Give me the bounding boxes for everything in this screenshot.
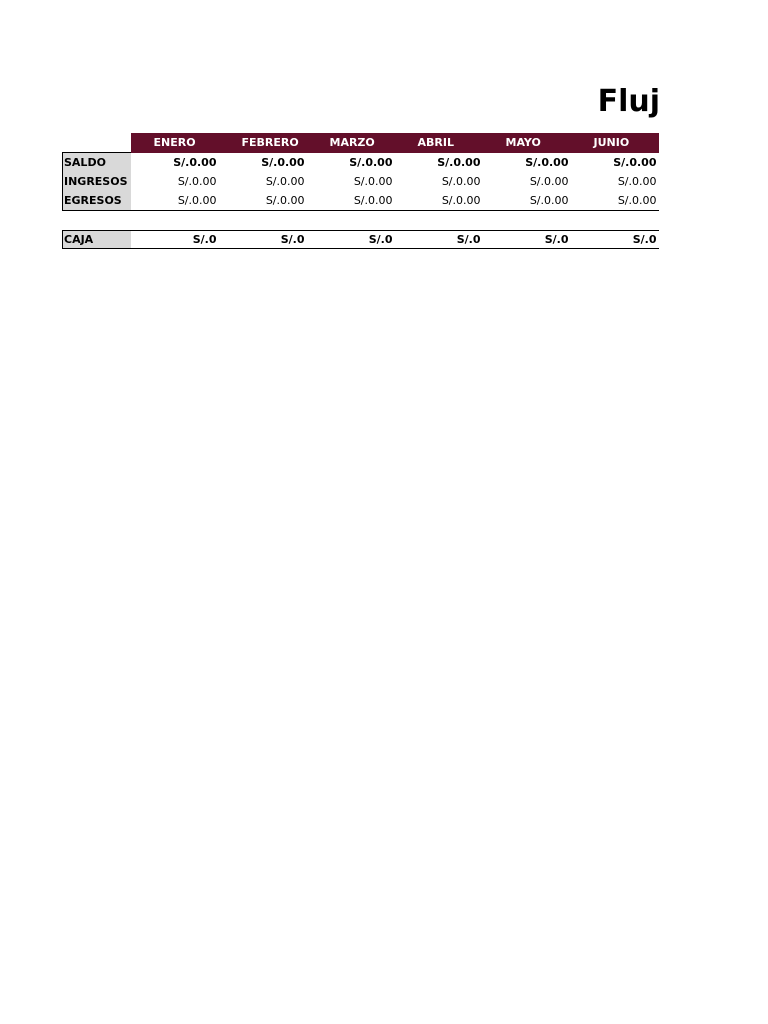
header-corner-cell xyxy=(63,133,131,153)
table-row-saldo xyxy=(63,153,659,173)
row-label-egresos[interactable]: EGRESOS xyxy=(63,191,131,211)
table-row-egresos xyxy=(63,191,659,211)
saldo-cell-mayo[interactable]: S/.0.00 xyxy=(525,155,569,169)
caja-cell-mayo[interactable]: S/.0 xyxy=(483,231,571,249)
egresos-cell-enero[interactable]: S/.0.00 xyxy=(131,191,219,211)
caja-cell-enero[interactable]: S/.0 xyxy=(131,231,219,249)
saldo-cell-febrero[interactable]: S/.0.00 xyxy=(261,155,305,169)
saldo-cell-junio[interactable]: S/.0.00 xyxy=(613,155,657,169)
egresos-cell-marzo[interactable]: S/.0.00 xyxy=(307,191,395,211)
egresos-cell-mayo[interactable]: S/.0.00 xyxy=(483,191,571,211)
spacer-row xyxy=(63,211,659,231)
ingresos-cell-enero[interactable]: S/.0.00 xyxy=(177,175,217,188)
ingresos-cell-mayo[interactable]: S/.0.00 xyxy=(529,175,569,188)
saldo-cell-abril[interactable]: S/.0.00 xyxy=(437,155,481,169)
row-label-caja[interactable]: CAJA xyxy=(63,231,131,249)
saldo-cell-enero[interactable]: S/.0.00 xyxy=(173,155,217,169)
row-label-saldo[interactable]: SALDO xyxy=(63,153,131,173)
month-header-enero[interactable]: ENERO xyxy=(131,133,219,153)
ingresos-cell-junio[interactable]: S/.0.00 xyxy=(617,175,657,188)
table-row-ingresos xyxy=(63,172,659,191)
ingresos-cell-marzo[interactable]: S/.0.00 xyxy=(353,175,393,188)
caja-cell-abril[interactable]: S/.0 xyxy=(395,231,483,249)
page-title: Fluj xyxy=(597,84,660,119)
ingresos-cell-abril[interactable]: S/.0.00 xyxy=(441,175,481,188)
egresos-cell-febrero[interactable]: S/.0.00 xyxy=(219,191,307,211)
caja-cell-marzo[interactable]: S/.0 xyxy=(307,231,395,249)
row-label-ingresos[interactable]: INGRESOS xyxy=(63,172,131,191)
table-row-caja xyxy=(63,231,659,249)
egresos-cell-junio[interactable]: S/.0.00 xyxy=(571,191,659,211)
cash-flow-table-container xyxy=(62,133,659,249)
saldo-cell-marzo[interactable]: S/.0.00 xyxy=(349,155,393,169)
month-header-mayo[interactable]: MAYO xyxy=(483,133,571,153)
spacer-cell xyxy=(63,211,659,231)
month-header-febrero[interactable]: FEBRERO xyxy=(219,133,307,153)
caja-cell-febrero[interactable]: S/.0 xyxy=(219,231,307,249)
cash-flow-table xyxy=(62,133,659,249)
month-header-marzo[interactable]: MARZO xyxy=(307,133,395,153)
egresos-cell-abril[interactable]: S/.0.00 xyxy=(395,191,483,211)
caja-cell-junio[interactable]: S/.0 xyxy=(571,231,659,249)
month-header-abril[interactable]: ABRIL xyxy=(395,133,483,153)
ingresos-cell-febrero[interactable]: S/.0.00 xyxy=(265,175,305,188)
month-header-junio[interactable]: JUNIO xyxy=(571,133,659,153)
month-header-row xyxy=(63,133,659,153)
